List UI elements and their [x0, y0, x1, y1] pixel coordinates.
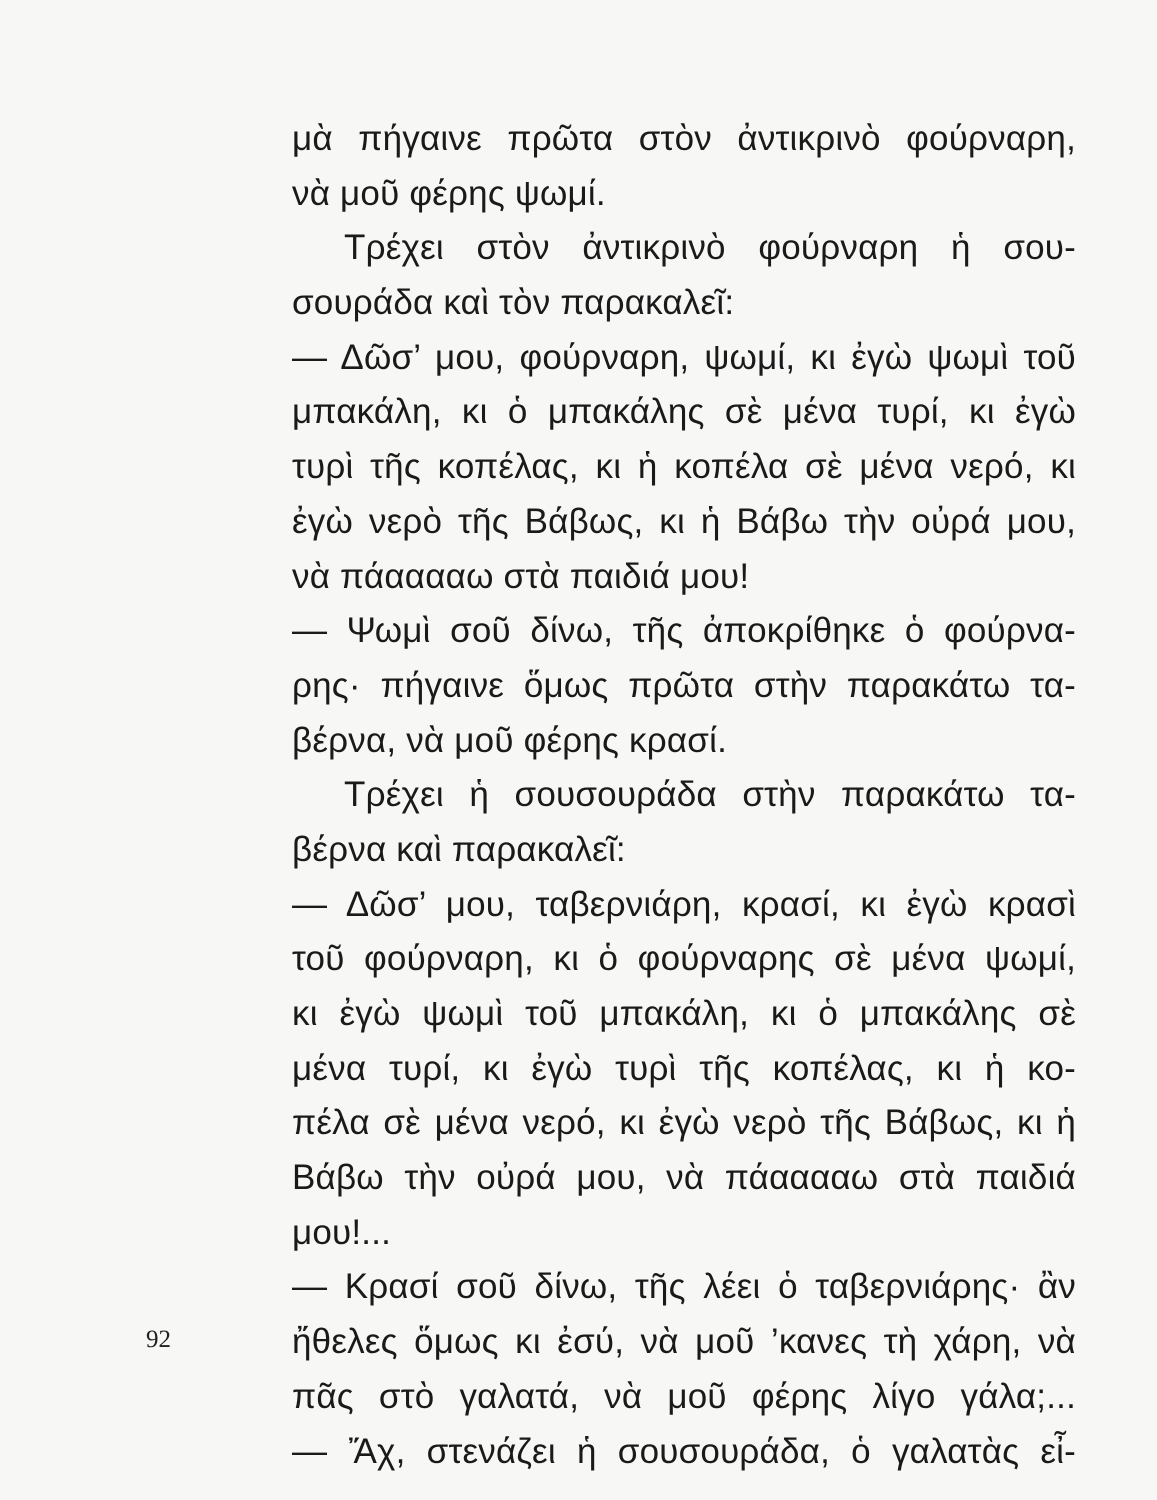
text-line: πέλα σὲ μένα νερό, κι ἐγὼ νερὸ τῆς Βάβως, κι ἡ — [292, 1103, 1076, 1143]
text-line: μένα τυρί, κι ἐγὼ τυρὶ τῆς κοπέλας, κι ἡ κο- — [292, 1048, 1076, 1088]
text-line: ρης· πήγαινε ὅμως πρῶτα στὴν παρακάτω τα- — [292, 665, 1076, 705]
text-line: ἤθελες ὅμως κι ἐσύ, νὰ μοῦ ’κανες τὴ χάρη, νὰ — [292, 1322, 1076, 1362]
text-line: βέρνα, νὰ μοῦ φέρης κρασί. — [292, 720, 727, 760]
text-line: νὰ πάααααω στὰ παιδιά μου! — [292, 556, 750, 596]
text-line: — Ψωμὶ σοῦ δίνω, τῆς ἀποκρίθηκε ὁ φούρνα- — [292, 611, 1076, 651]
text-line: Βάβω τὴν οὐρά μου, νὰ πάααααω στὰ παιδιά — [292, 1158, 1076, 1198]
text-line: πᾶς στὸ γαλατά, νὰ μοῦ φέρης λίγο γάλα;... — [292, 1376, 1076, 1416]
text-line: — Ἄχ, στενάζει ἡ σουσουράδα, ὁ γαλατὰς εἶ- — [292, 1431, 1076, 1471]
text-line: τοῦ φούρναρη, κι ὁ φούρναρης σὲ μένα ψωμί, — [292, 939, 1076, 979]
text-line: ἐγὼ νερὸ τῆς Βάβως, κι ἡ Βάβω τὴν οὐρά μου, — [292, 501, 1076, 541]
text-line: σουράδα καὶ τὸν παρακαλεῖ: — [292, 283, 735, 323]
text-line: τυρὶ τῆς κοπέλας, κι ἡ κοπέλα σὲ μένα νερό, κι — [292, 447, 1076, 487]
text-line: Τρέχει ἡ σουσουράδα στὴν παρακάτω τα- — [344, 775, 1076, 815]
text-line: νὰ μοῦ φέρης ψωμί. — [292, 173, 606, 213]
text-line: μου!... — [292, 1212, 392, 1252]
text-line: — Κρασί σοῦ δίνω, τῆς λέει ὁ ταβερνιάρης· ἂν — [292, 1267, 1076, 1307]
text-line: βέρνα καὶ παρακαλεῖ: — [292, 829, 626, 869]
text-line: Τρέχει στὸν ἀντικρινὸ φούρναρη ἡ σου- — [344, 228, 1076, 268]
text-line: — Δῶσ’ μου, ταβερνιάρη, κρασί, κι ἐγὼ κρασὶ — [292, 884, 1076, 924]
text-line: μπακάλη, κι ὁ μπακάλης σὲ μένα τυρί, κι ἐγὼ — [292, 392, 1076, 432]
text-line: κι ἐγὼ ψωμὶ τοῦ μπακάλη, κι ὁ μπακάλης σὲ — [292, 994, 1076, 1033]
page-number: 92 — [146, 1326, 171, 1353]
text-line: μὰ πήγαινε πρῶτα στὸν ἀντικρινὸ φούρναρη, — [292, 119, 1076, 158]
text-line: — Δῶσ’ μου, φούρναρη, ψωμί, κι ἐγὼ ψωμὶ τοῦ — [292, 337, 1076, 377]
body-text — [292, 112, 1076, 1479]
